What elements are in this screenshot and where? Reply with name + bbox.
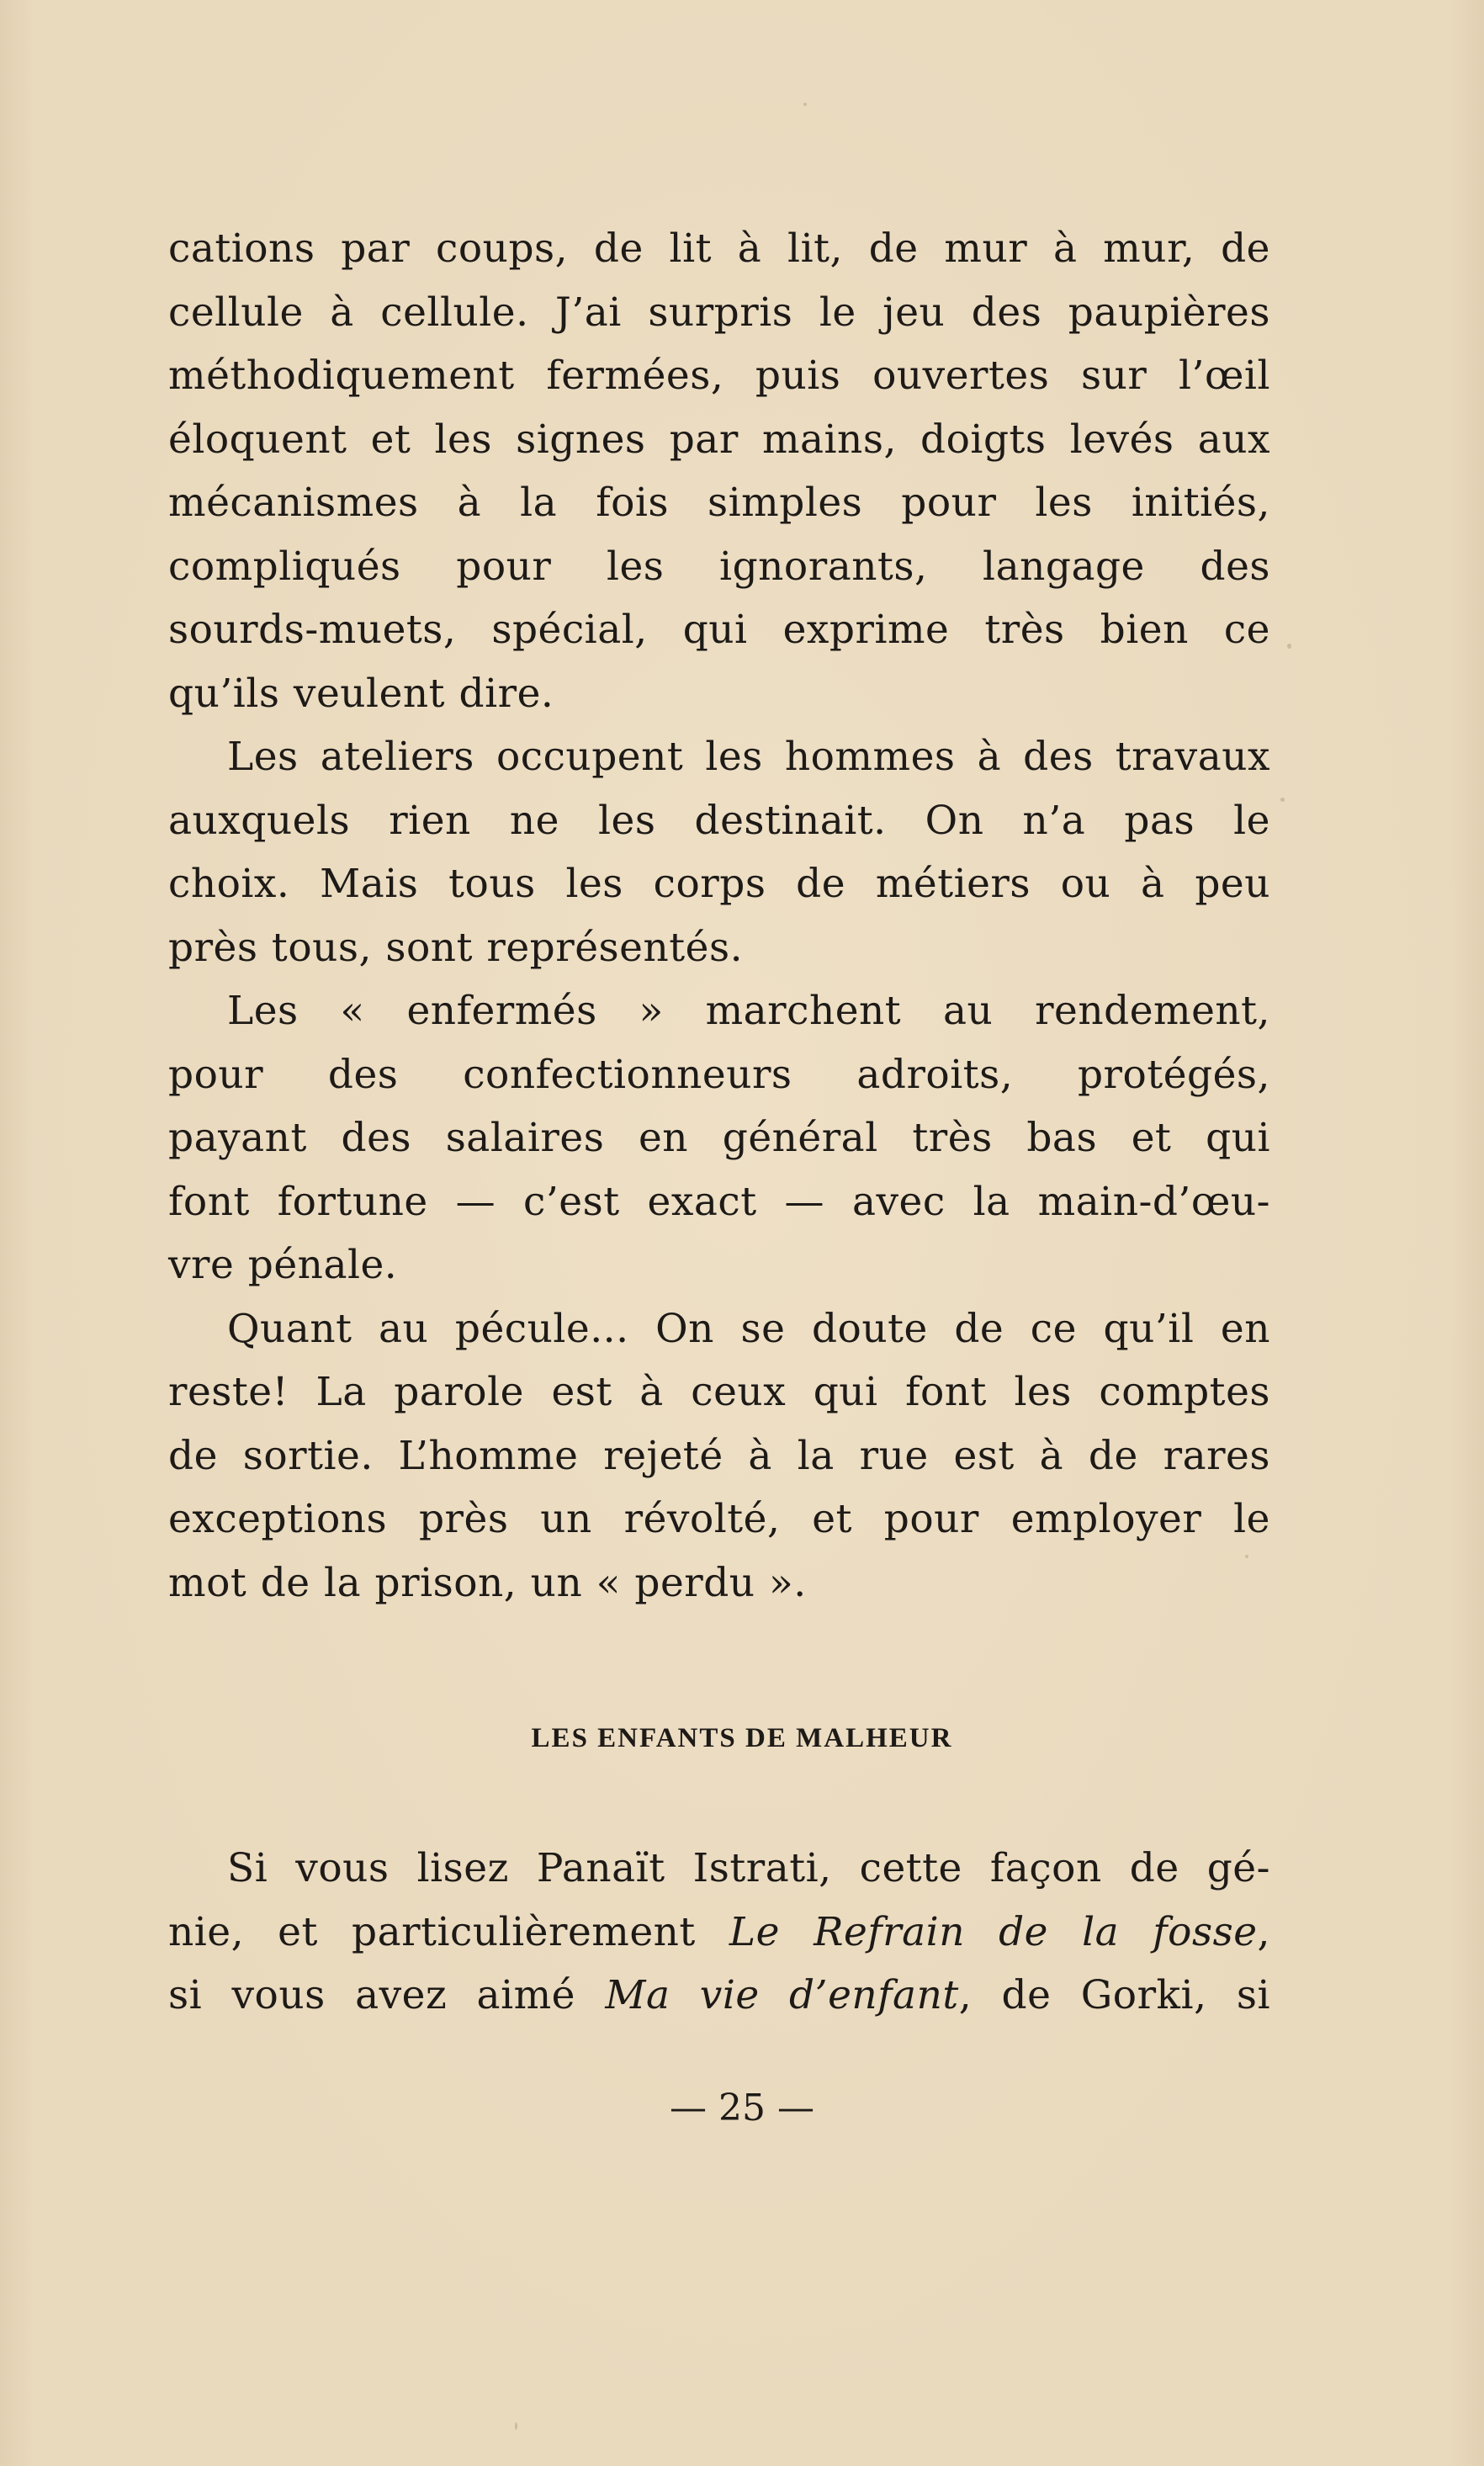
page-number: — 25 —	[670, 2087, 814, 2129]
text-line: éloquent et les signes par mains, doigts levés aux	[168, 416, 1270, 463]
text-line: près tous, sont représentés.	[168, 924, 744, 971]
text-line: cellule à cellule. J’ai surpris le jeu des paupières	[168, 289, 1270, 336]
text-line	[168, 1964, 1270, 2028]
text-line: mécanismes à la fois simples pour les initiés,	[168, 480, 1270, 526]
text-line: font fortune — c’est exact — avec la main-d’œu-	[168, 1178, 1270, 1225]
text-fragment: nie, et particulièrement	[168, 1908, 729, 1955]
text-line	[168, 1901, 1270, 1965]
text-fragment: ,	[1257, 1908, 1270, 1955]
paper-speck	[1245, 1555, 1248, 1558]
text-line: Si vous lisez Panaït Istrati, cette façon de gé-	[227, 1845, 1270, 1891]
text-line: auxquels rien ne les destinait. On n’a pas le	[168, 797, 1270, 844]
text-line: qu’ils veulent dire.	[168, 670, 554, 717]
text-line: compliqués pour les ignorants, langage des	[168, 543, 1270, 590]
paper-speck	[1287, 644, 1291, 649]
text-line: Les « enfermés » marchent au rendement,	[227, 988, 1270, 1034]
text-line: pour des confectionneurs adroits, protégés,	[168, 1051, 1270, 1098]
intro-text	[168, 1837, 1270, 2028]
text-line: choix. Mais tous les corps de métiers ou à peu	[168, 861, 1270, 907]
section-heading: LES ENFANTS DE MALHEUR	[531, 1723, 953, 1753]
paper-speck	[1280, 798, 1285, 802]
text-fragment: si vous avez aimé	[168, 1972, 606, 2018]
text-line: vre pénale.	[168, 1242, 398, 1288]
text-line: cations par coups, de lit à lit, de mur à mur, de	[168, 225, 1270, 272]
text-line: Les ateliers occupent les hommes à des travaux	[227, 734, 1270, 780]
text-line: méthodiquement fermées, puis ouvertes sur l’œil	[168, 353, 1270, 399]
text-line: de sortie. L’homme rejeté à la rue est à de rares	[168, 1432, 1270, 1479]
text-line: exceptions près un révolté, et pour employer le	[168, 1496, 1270, 1542]
book-title: Le Refrain de la fosse	[729, 1908, 1258, 1955]
paper-speck	[515, 2422, 517, 2430]
book-title: Ma vie d’enfant	[605, 1972, 959, 2018]
text-line: mot de la prison, un « perdu ».	[168, 1559, 807, 1606]
text-fragment: , de Gorki, si	[958, 1972, 1270, 2018]
body-text	[168, 217, 1270, 1615]
text-line: Quant au pécule... On se doute de ce qu’il en	[227, 1305, 1270, 1352]
text-line: payant des salaires en général très bas et qui	[168, 1115, 1270, 1161]
text-line: reste! La parole est à ceux qui font les comptes	[168, 1369, 1270, 1415]
paper-speck	[803, 103, 807, 106]
text-line: sourds-muets, spécial, qui exprime très bien ce	[168, 607, 1270, 653]
